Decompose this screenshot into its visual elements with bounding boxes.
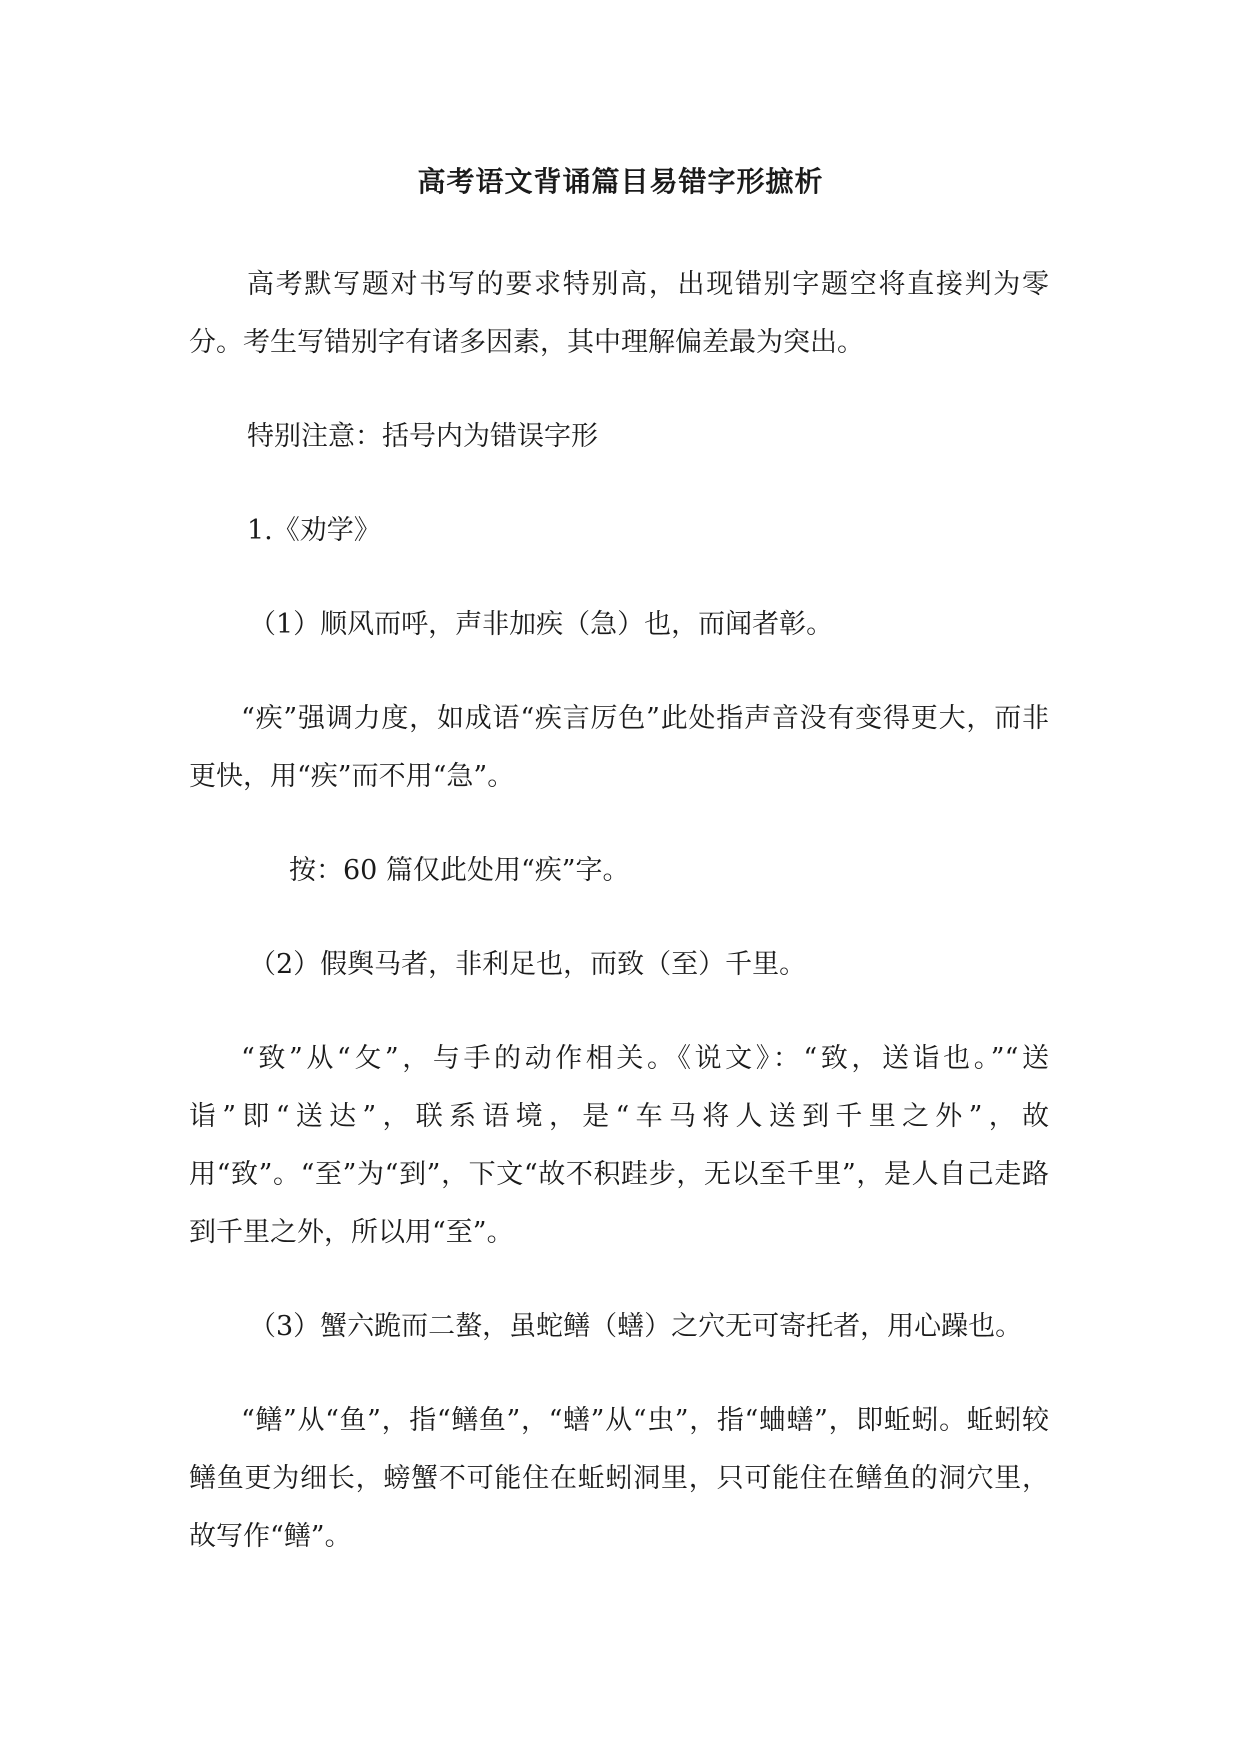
- item-2-quote: （2）假舆马者，非利足也，而致（至）千里。: [249, 949, 807, 980]
- item-3-explanation: “鳝”从“鱼”，指“鳝鱼”，“蟮”从“虫”，指“蛐蟮”，即蚯蚓。蚯蚓较鳝鱼更为细长，螃蟹不可能住在蚯蚓洞里，只可能住在鳝鱼的洞穴里，故写作“鳝”。: [189, 1405, 1049, 1552]
- item-1-quote: （1）顺风而呼，声非加疾（急）也，而闻者彰。: [249, 609, 834, 640]
- item-2-explanation: “致”从“攵”，与手的动作相关。《说文》：“致，送诣也。”“送诣”即“送达”，联系语境，是“车马将人送到千里之外”，故用“致”。“至”为“到”，下文“故不积跬步，无以至千里”，是人自己走路到千里之外，所以用“至”。: [189, 1043, 1049, 1248]
- document-body: [189, 256, 1049, 1602]
- intro-paragraph: 高考默写题对书写的要求特别高，出现错别字题空将直接判为零分。考生写错别字有诸多因素，其中理解偏差最为突出。: [189, 269, 1049, 358]
- notice-paragraph: 特别注意：括号内为错误字形: [247, 421, 598, 452]
- section-heading: 1.《劝学》: [247, 515, 381, 546]
- item-1-note: 按：60 篇仅此处用“疾”字。: [289, 855, 630, 886]
- item-1-explanation: “疾”强调力度，如成语“疾言厉色”此处指声音没有变得更大，而非更快，用“疾”而不用“急”。: [189, 703, 1049, 792]
- item-3-quote: （3）蟹六跪而二螯，虽蛇鳝（蟮）之穴无可寄托者，用心躁也。: [249, 1311, 1023, 1342]
- document-title: 高考语文背诵篇目易错字形摭析: [417, 165, 824, 198]
